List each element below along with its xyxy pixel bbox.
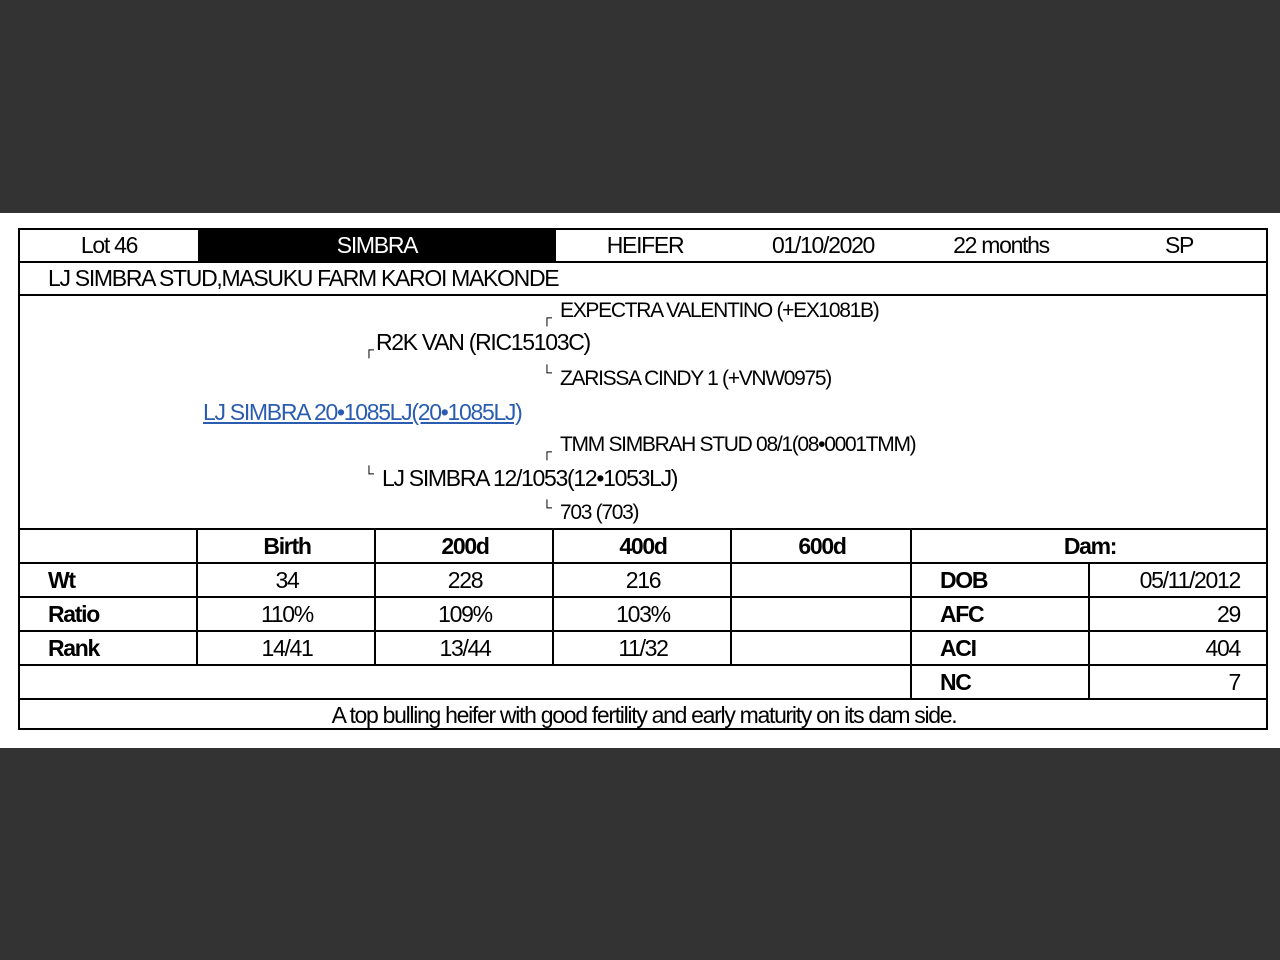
dam-info-title: Dam: bbox=[1063, 532, 1117, 559]
animal-name-link[interactable]: LJ SIMBRA 20•1085LJ(20•1085LJ) bbox=[203, 399, 522, 425]
age-label: 22 months bbox=[953, 232, 1049, 258]
code-label: SP bbox=[1164, 232, 1194, 258]
rank-200d: 13/44 bbox=[439, 634, 491, 661]
breeder-address: LJ SIMBRA STUD,MASUKU FARM KAROI MAKONDE bbox=[48, 265, 559, 291]
dam: LJ SIMBRA 12/1053(12•1053LJ) bbox=[382, 465, 678, 491]
dam-value-aci: 404 bbox=[1205, 634, 1240, 661]
row-label-wt: Wt bbox=[48, 566, 75, 593]
wt-400d: 216 bbox=[625, 566, 661, 593]
bracket-bottom-icon: └ bbox=[542, 499, 552, 515]
col-600d: 600d bbox=[798, 532, 846, 559]
rank-600d bbox=[732, 632, 912, 664]
lot-number: Lot 46 bbox=[80, 232, 138, 258]
dam-label-nc: NC bbox=[940, 668, 971, 695]
col-400d: 400d bbox=[619, 532, 667, 559]
ratio-400d: 103% bbox=[616, 600, 670, 627]
ratio-600d bbox=[732, 598, 912, 630]
sire-dam: ZARISSA CINDY 1 (+VNW0975) bbox=[560, 367, 831, 390]
breed-label: SIMBRA bbox=[198, 230, 556, 261]
dam-sire: TMM SIMBRAH STUD 08/1(08•0001TMM) bbox=[560, 433, 916, 456]
col-200d: 200d bbox=[441, 532, 489, 559]
wt-200d: 228 bbox=[447, 566, 483, 593]
rank-birth: 14/41 bbox=[261, 634, 313, 661]
lot-comment: A top bulling heifer with good fertility and early maturity on its dam side. bbox=[331, 701, 957, 728]
birth-date: 01/10/2020 bbox=[771, 232, 875, 258]
bracket-bottom-icon: └ bbox=[542, 364, 552, 380]
dam-dam: 703 (703) bbox=[560, 501, 639, 524]
dam-label-dob: DOB bbox=[940, 566, 988, 593]
dam-value-dob: 05/11/2012 bbox=[1139, 566, 1240, 593]
bracket-bottom-icon: └ bbox=[364, 465, 374, 481]
ratio-birth: 110% bbox=[261, 600, 313, 627]
ratio-200d: 109% bbox=[438, 600, 492, 627]
sire-sire: EXPECTRA VALENTINO (+EX1081B) bbox=[560, 299, 879, 322]
bracket-top-icon: ┌ bbox=[542, 443, 552, 459]
bracket-top-icon: ┌ bbox=[364, 341, 374, 357]
sire: R2K VAN (RIC15103C) bbox=[376, 329, 590, 355]
col-birth: Birth bbox=[263, 532, 311, 559]
dam-label-afc: AFC bbox=[940, 600, 984, 627]
rank-400d: 11/32 bbox=[618, 634, 668, 661]
bracket-top-icon: ┌ bbox=[542, 309, 552, 325]
lot-table bbox=[18, 228, 1268, 730]
dam-value-nc: 7 bbox=[1228, 668, 1240, 695]
wt-birth: 34 bbox=[275, 566, 299, 593]
lot-card bbox=[0, 213, 1280, 748]
wt-600d bbox=[732, 564, 912, 596]
dam-value-afc: 29 bbox=[1217, 600, 1240, 627]
sex-label: HEIFER bbox=[606, 232, 684, 258]
row-label-rank: Rank bbox=[48, 634, 100, 661]
dam-label-aci: ACI bbox=[940, 634, 976, 661]
row-label-ratio: Ratio bbox=[48, 600, 100, 627]
